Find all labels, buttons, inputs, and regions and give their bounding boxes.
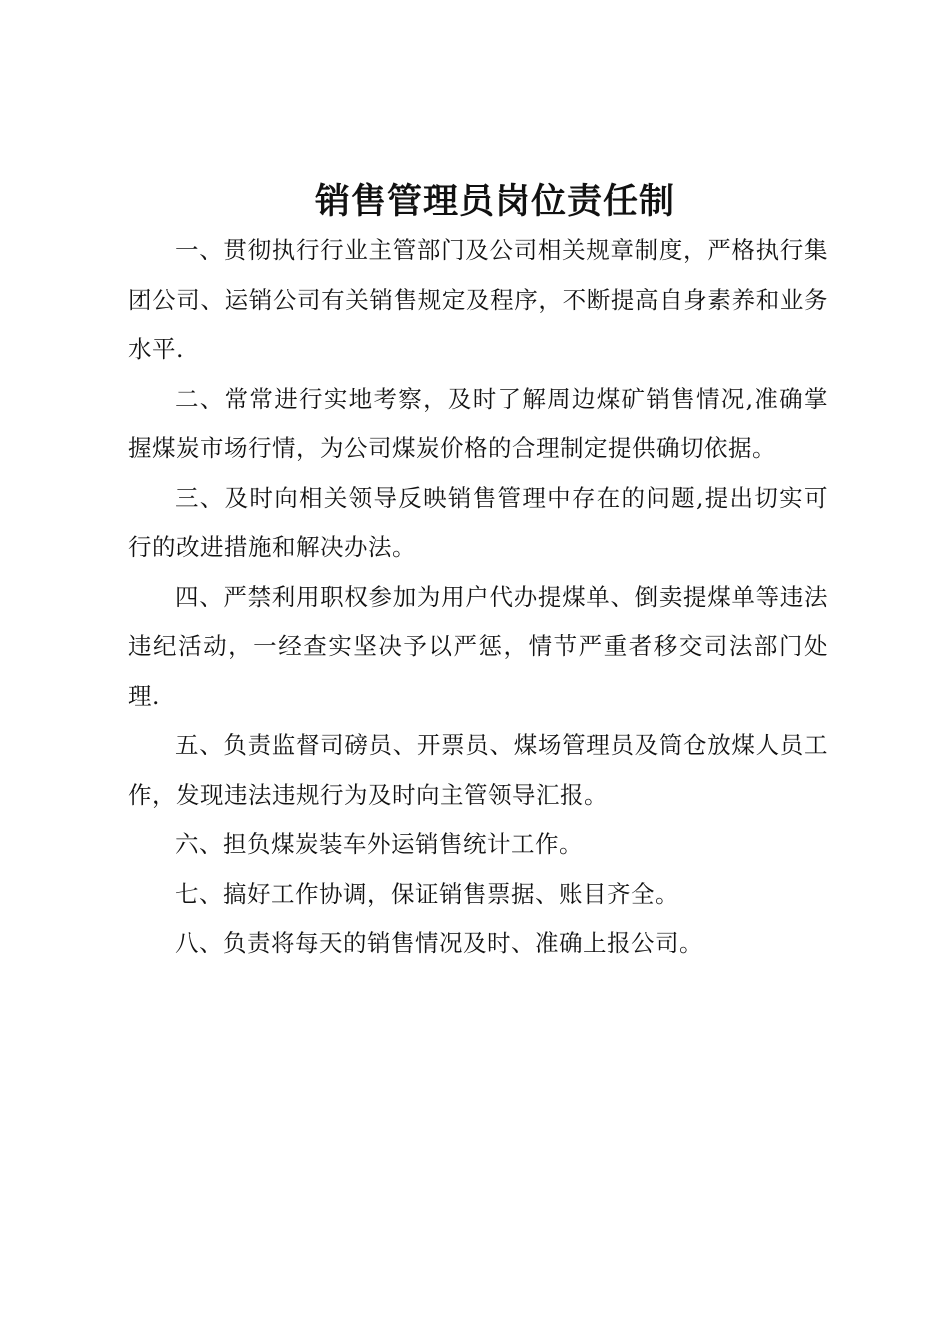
- clause-5: 五、负责监督司磅员、开票员、煤场管理员及筒仓放煤人员工作，发现违法违规行为及时向主管领导汇报。: [128, 731, 828, 809]
- page-title: 销售管理员岗位责任制: [314, 181, 675, 222]
- clause-7: 七、搞好工作协调，保证销售票据、账目齐全。: [175, 879, 679, 908]
- clause-6: 六、担负煤炭装车外运销售统计工作。: [175, 830, 583, 858]
- clause-3: 三、及时向相关领导反映销售管理中存在的问题,提出切实可行的改进措施和解决办法。: [128, 483, 828, 561]
- clause-2: 二、常常进行实地考察，及时了解周边煤矿销售情况,准确掌握煤炭市场行情，为公司煤炭价格的合理制定提供确切依据。: [128, 384, 828, 462]
- document-body: [128, 226, 828, 969]
- clause-8: 八、负责将每天的销售情况及时、准确上报公司。: [175, 929, 703, 957]
- clause-1: 一、贯彻执行行业主管部门及公司相关规章制度，严格执行集团公司、运销公司有关销售规定及程序，不断提高自身素养和业务水平.: [128, 236, 828, 363]
- clause-4: 四、严禁利用职权参加为用户代办提煤单、倒卖提煤单等违法违纪活动，一经查实坚决予以严惩，情节严重者移交司法部门处理.: [128, 582, 828, 710]
